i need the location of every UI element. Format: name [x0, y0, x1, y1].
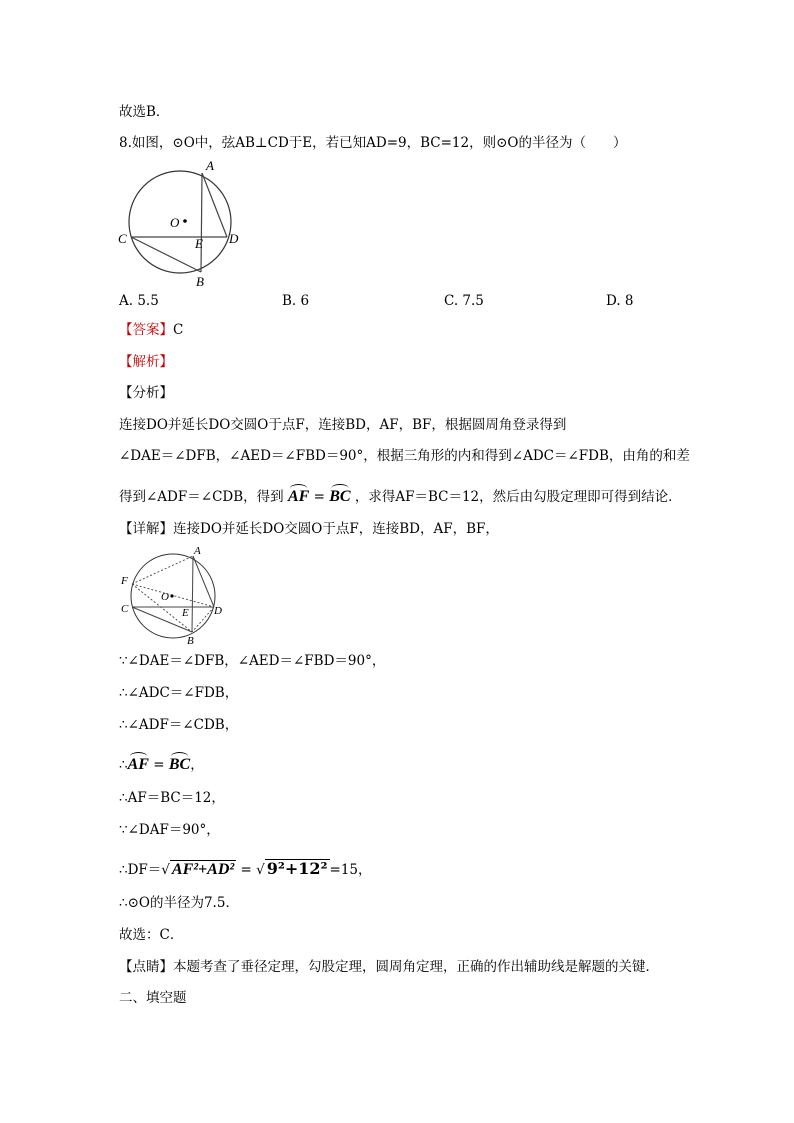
- label-d-2: D: [214, 605, 222, 617]
- option-a: A. 5.5: [119, 293, 159, 309]
- step-7-prefix: ∴DF＝: [119, 862, 162, 878]
- dianjing-text: 本题考查了垂径定理，勾股定理，圆周角定理，正确的作出辅助线是解题的关键．: [173, 959, 659, 975]
- analysis-line-2: ∠DAE＝∠DFB，∠AED＝∠FBD＝90°，根据三角形的内和得到∠ADC＝∠FDB，由角的和差: [119, 448, 690, 464]
- step-6: ∵∠DAF＝90°，: [119, 822, 220, 838]
- label-o-2: O: [161, 591, 169, 603]
- sqrt-9-12: 9²+12²: [266, 859, 328, 878]
- step-7-suffix: =15，: [329, 862, 372, 878]
- dianjing-line: [119, 958, 659, 976]
- dianjing-tag: 【点睛】: [119, 959, 173, 975]
- label-e: E: [195, 236, 203, 251]
- step-7-equals: =: [240, 862, 252, 878]
- analysis-line-3: [119, 484, 682, 506]
- step-9: 故选：C．: [119, 927, 184, 943]
- step-4-suffix: ，: [190, 757, 204, 773]
- answer-line: [119, 321, 183, 339]
- step-1: ∵∠DAE＝∠DFB，∠AED＝∠FBD＝90°，: [119, 653, 386, 669]
- label-b: B: [196, 274, 204, 289]
- label-c: C: [118, 231, 127, 246]
- detail-first: 连接DO并延长DO交圆O于点F，连接BD，AF，BF，: [173, 521, 499, 537]
- equals-2: =: [153, 757, 165, 773]
- label-a: A: [206, 158, 214, 173]
- step-5: ∴AF＝BC＝12，: [119, 790, 225, 806]
- arc-bc: BC: [329, 484, 350, 506]
- question-text: 8.如图，⊙O中，弦AB⊥CD于E，若已知AD=9，BC=12，则⊙O的半径为（ ）: [119, 135, 627, 151]
- step-7: ∴DF＝√ AF²+AD² = √ 9²+12² =15，: [119, 859, 372, 878]
- option-b: B. 6: [282, 293, 310, 309]
- label-f-2: F: [121, 575, 128, 587]
- label-d: D: [229, 231, 239, 246]
- figure-circle-1: [110, 155, 260, 290]
- step-3: ∴∠ADF＝∠CDB，: [119, 717, 239, 733]
- sqrt-af-ad: AF²+AD²: [171, 861, 235, 878]
- step-2: ∴∠ADC＝∠FDB，: [119, 685, 239, 701]
- option-d: D. 8: [606, 293, 634, 309]
- equals: =: [313, 489, 325, 505]
- option-c: C. 7.5: [444, 293, 484, 309]
- analysis-line-1: 连接DO并延长DO交圆O于点F，连接BD，AF，BF，根据圆周角登录得到: [119, 417, 567, 433]
- step-8: ∴⊙O的半径为7.5．: [119, 895, 239, 911]
- arc-af-2: AF: [128, 752, 149, 774]
- analysis-line-3-a: 得到∠ADF＝∠CDB，得到: [119, 489, 284, 505]
- arc-bc-2: BC: [169, 752, 190, 774]
- detail-line: [119, 520, 499, 538]
- therefore-symbol: ∴: [119, 757, 128, 773]
- fenxi-tag: 【分析】: [119, 385, 173, 401]
- label-o: O: [170, 215, 180, 230]
- label-c-2: C: [121, 603, 129, 615]
- jiexi-tag: 【解析】: [119, 354, 173, 370]
- step-4: [119, 752, 204, 774]
- answer-value: C: [173, 322, 184, 338]
- section-heading: 二、填空题: [119, 990, 187, 1006]
- arc-af: AF: [288, 484, 309, 506]
- label-e-2: E: [182, 607, 189, 619]
- prev-answer: 故选B．: [119, 104, 170, 120]
- label-b-2: B: [187, 635, 194, 647]
- analysis-line-3-b: ，求得AF＝BC＝12，然后由勾股定理即可得到结论．: [354, 489, 682, 505]
- detail-tag: 【详解】: [119, 521, 173, 537]
- answer-tag: 【答案】: [119, 322, 173, 338]
- label-a-2: A: [194, 545, 201, 557]
- figure-circle-2: [110, 540, 240, 650]
